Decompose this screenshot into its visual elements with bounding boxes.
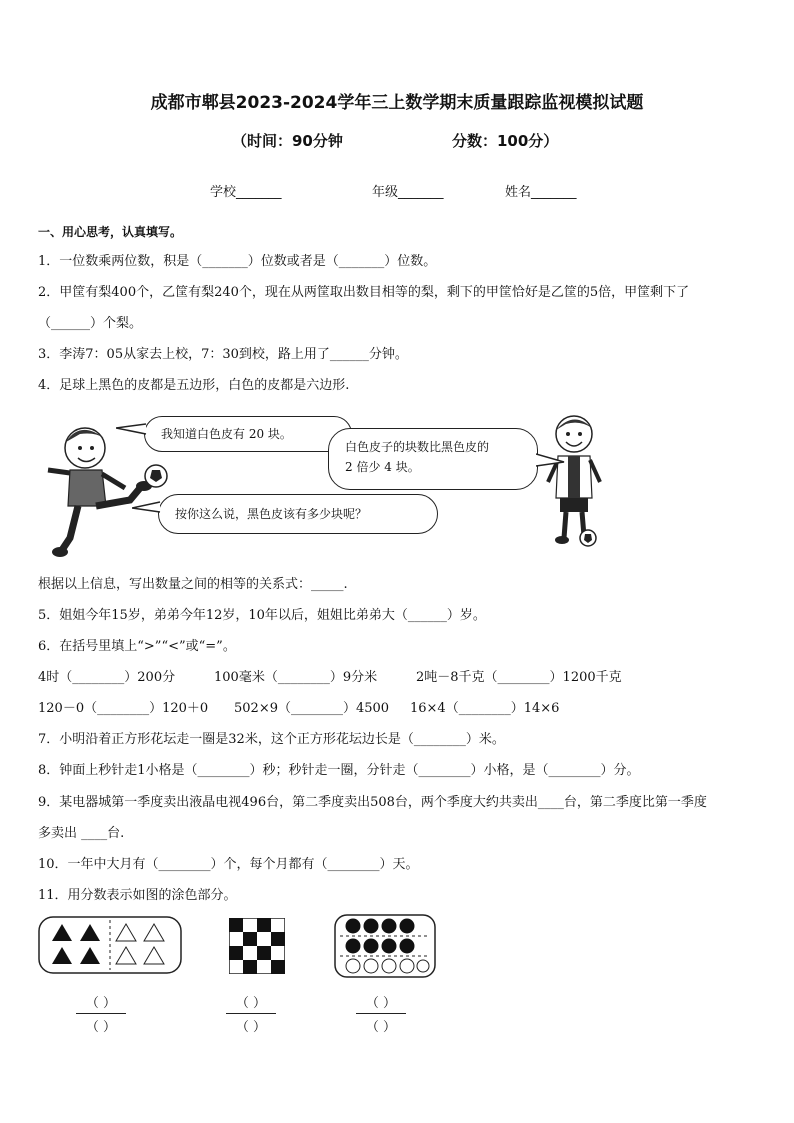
fraction-bar [76,1013,126,1014]
page-title: 成都市郫县2023-2024学年三上数学期末质量跟踪监视模拟试题 [150,93,644,113]
speech-bubble-1 [144,416,352,452]
numerator-blank: （ ） [85,996,117,1011]
q6-row2-c: 16×4（________）14×6 [410,701,560,716]
numerator-blank: （ ） [365,996,397,1011]
bubble-2-tail [536,452,566,470]
exam-time: （时间：90分钟 [232,132,343,150]
fraction-bar [226,1013,276,1014]
question-3: 3．李涛7：05从家去上校，7：30到校，路上用了______分钟。 [38,347,408,362]
question-9-line1: 9．某电器城第一季度卖出液晶电视496台，第二季度卖出508台，两个季度大约共卖出____台，第二季度比第一季度 [38,795,707,810]
speech-bubble-3 [158,494,438,534]
grade-field: 年级_______ [372,185,444,200]
question-5: 5．姐姐今年15岁，弟弟今年12岁，10年以后，姐姐比弟弟大（______）岁。 [38,608,486,623]
denominator-blank: （ ） [85,1020,117,1035]
bubble-1-text: 我知道白色皮有 20 块。 [161,427,292,441]
question-2-line2: （______）个梨。 [38,316,143,331]
question-4: 4．足球上黑色的皮都是五边形，白色的皮都是六边形. [38,378,350,393]
fraction-bar [356,1013,406,1014]
boy-standing-illustration [546,410,606,550]
denominator-blank: （ ） [365,1020,397,1035]
fraction-blank-3[interactable] [356,992,406,1035]
bubble-2-text-line2: 2 倍少 4 块。 [345,460,420,474]
bubble-1-tail [116,422,148,438]
question-2-line1: 2．甲筐有梨400个，乙筐有梨240个，现在从两筐取出数目相等的梨，剩下的甲筐恰好是乙筐的5倍，甲筐剩下了 [38,285,690,300]
q6-row1-b: 100毫米（________）9分米 [214,670,378,685]
question-6: 6．在括号里填上“>”“<”或“=”。 [38,639,236,654]
name-field: 姓名_______ [505,185,577,200]
fraction-blank-1[interactable] [76,992,126,1035]
speech-bubble-2 [328,428,538,490]
question-10: 10．一年中大月有（________）个，每个月都有（________）天。 [38,857,419,872]
section-heading: 一、用心思考，认真填写。 [38,225,183,239]
question-4-tail: 根据以上信息，写出数量之间的相等的关系式：_____. [38,577,348,592]
question-7: 7．小明沿着正方形花坛走一圈是32米，这个正方形花坛边长是（________）米。 [38,732,505,747]
q6-row2-a: 120－0（________）120＋0 [38,701,209,716]
circles-figure [334,914,436,978]
bubble-2-text-line1: 白色皮子的块数比黑色皮的 [345,440,490,454]
checkerboard-figure [229,918,285,974]
triangles-figure [38,916,182,974]
question-11: 11．用分数表示如图的涂色部分。 [38,888,237,903]
exam-score: 分数：100分） [452,132,559,150]
fraction-blank-2[interactable] [226,992,276,1035]
bubble-3-tail [132,500,162,516]
question-9-line2: 多卖出 ____台. [38,826,125,841]
bubble-3-text: 按你这么说，黑色皮该有多少块呢？ [175,507,368,521]
q6-row1-c: 2吨－8千克（________）1200千克 [416,670,622,685]
denominator-blank: （ ） [235,1020,267,1035]
school-field: 学校_______ [210,185,282,200]
q6-row2-b: 502×9（________）4500 [234,701,390,716]
q6-row1-a: 4时（________）200分 [38,670,176,685]
question-8: 8．钟面上秒针走1小格是（________）秒；秒针走一圈，分针走（________）小格，是（________）分。 [38,763,640,778]
numerator-blank: （ ） [235,996,267,1011]
question-1: 1．一位数乘两位数，积是（_______）位数或者是（_______）位数。 [38,254,437,269]
